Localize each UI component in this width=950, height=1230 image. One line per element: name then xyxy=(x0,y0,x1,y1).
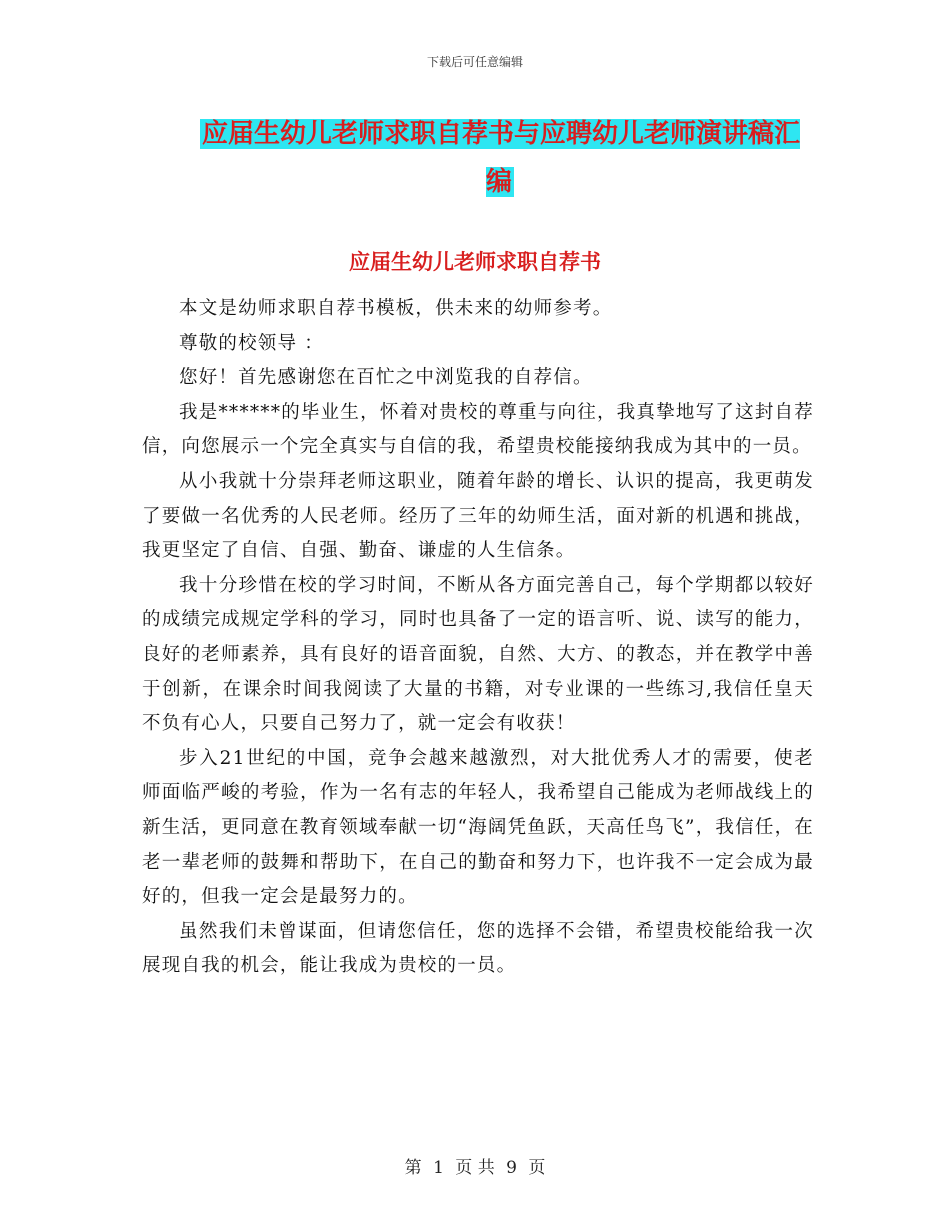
paragraph: 尊敬的校领导 ： xyxy=(179,332,324,354)
section-title: 应届生幼儿老师求职自荐书 xyxy=(349,250,601,274)
page-current: 1 xyxy=(433,1158,444,1178)
header-note: 下载后可任意编辑 xyxy=(426,55,523,69)
paragraph: 从小我就十分崇拜老师这职业，随着年龄的增长、认识的提高，我更萌发了要做一名优秀的人民老师。经历了三年的幼师生活，面对新的机遇和挑战，我更坚定了自信、自强、勤奋、谦虚的人生信条。 xyxy=(142,470,814,562)
paragraph: 虽然我们未曾谋面，但请您信任，您的选择不会错，希望贵校能给我一次展现自我的机会，能让我成为贵校的一员。 xyxy=(142,920,814,977)
document-title-text: 应届生幼儿老师求职自荐书与应聘幼儿老师演讲稿汇编 xyxy=(201,119,800,197)
document-body xyxy=(142,292,814,984)
page-prefix: 第 xyxy=(404,1158,422,1178)
page-suffix: 页 xyxy=(528,1158,546,1178)
paragraph: 您好！首先感谢您在百忙之中浏览我的自荐信。 xyxy=(179,367,593,389)
paragraph: 我十分珍惜在校的学习时间，不断从各方面完善自己，每个学期都以较好的成绩完成规定学科的学习，同时也具备了一定的语言听、说、读写的能力，良好的老师素养，具有良好的语音面貌，自然、大方、的教态，并在教学中善于创新，在课余时间我阅读了大量的书籍，对专业课的一些练习,我信任皇天不负有心人，只要自己努力了，就一定会有收获！ xyxy=(142,574,814,735)
page-total: 9 xyxy=(506,1158,517,1178)
document-title xyxy=(190,110,810,206)
paragraph: 本文是幼师求职自荐书模板，供未来的幼师参考。 xyxy=(179,298,613,319)
paragraph: 步入21世纪的中国，竞争会越来越激烈，对大批优秀人才的需要，使老师面临严峻的考验，作为一名有志的年轻人，我希望自己能成为老师战线上的新生活，更同意在教育领域奉献一切“海阔凭鱼跃，天高任鸟飞”，我信任，在老一辈老师的鼓舞和帮助下，在自己的勤奋和努力下，也许我不一定会成为最好的，但我一定会是最努力的。 xyxy=(142,747,814,908)
page-footer xyxy=(0,1153,950,1178)
page-mid: 页 共 xyxy=(455,1158,495,1178)
paragraph: 我是******的毕业生，怀着对贵校的尊重与向往，我真挚地写了这封自荐信，向您展示一个完全真实与自信的我，希望贵校能接纳我成为其中的一员。 xyxy=(142,401,814,458)
